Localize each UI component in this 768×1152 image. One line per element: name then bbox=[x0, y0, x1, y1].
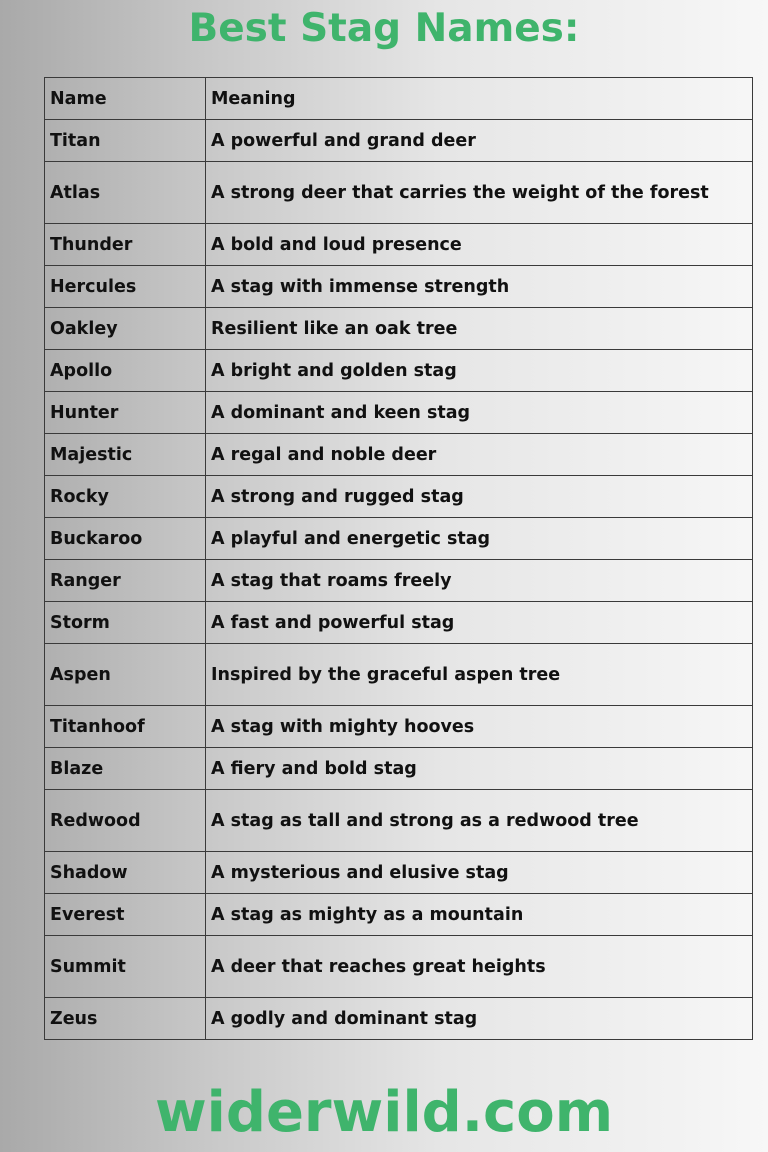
column-header-meaning: Meaning bbox=[206, 78, 753, 120]
cell-name: Titan bbox=[45, 120, 206, 162]
cell-meaning: Resilient like an oak tree bbox=[206, 308, 753, 350]
cell-meaning: A mysterious and elusive stag bbox=[206, 852, 753, 894]
table-row bbox=[45, 162, 753, 224]
table-row bbox=[45, 350, 753, 392]
cell-name: Redwood bbox=[45, 790, 206, 852]
table-row bbox=[45, 266, 753, 308]
cell-name: Oakley bbox=[45, 308, 206, 350]
table-row bbox=[45, 602, 753, 644]
table-row bbox=[45, 392, 753, 434]
table-row bbox=[45, 790, 753, 852]
table-row bbox=[45, 120, 753, 162]
cell-meaning: Inspired by the graceful aspen tree bbox=[206, 644, 753, 706]
table-row bbox=[45, 308, 753, 350]
cell-meaning: A strong and rugged stag bbox=[206, 476, 753, 518]
cell-meaning: A stag with mighty hooves bbox=[206, 706, 753, 748]
table-row bbox=[45, 476, 753, 518]
cell-name: Apollo bbox=[45, 350, 206, 392]
cell-meaning: A godly and dominant stag bbox=[206, 998, 753, 1040]
cell-name: Storm bbox=[45, 602, 206, 644]
table-header-row bbox=[45, 78, 753, 120]
stag-names-table bbox=[44, 77, 753, 1040]
cell-name: Hunter bbox=[45, 392, 206, 434]
table-row bbox=[45, 518, 753, 560]
cell-name: Everest bbox=[45, 894, 206, 936]
page-title: Best Stag Names: bbox=[188, 6, 580, 51]
cell-meaning: A strong deer that carries the weight of the forest bbox=[206, 162, 753, 224]
cell-name: Majestic bbox=[45, 434, 206, 476]
cell-meaning: A powerful and grand deer bbox=[206, 120, 753, 162]
cell-meaning: A stag as mighty as a mountain bbox=[206, 894, 753, 936]
table-row bbox=[45, 224, 753, 266]
cell-meaning: A stag that roams freely bbox=[206, 560, 753, 602]
table-row bbox=[45, 560, 753, 602]
table-row bbox=[45, 894, 753, 936]
column-header-name: Name bbox=[45, 78, 206, 120]
cell-meaning: A regal and noble deer bbox=[206, 434, 753, 476]
cell-meaning: A bright and golden stag bbox=[206, 350, 753, 392]
cell-name: Rocky bbox=[45, 476, 206, 518]
cell-meaning: A deer that reaches great heights bbox=[206, 936, 753, 998]
cell-meaning: A stag with immense strength bbox=[206, 266, 753, 308]
cell-meaning: A bold and loud presence bbox=[206, 224, 753, 266]
cell-meaning: A stag as tall and strong as a redwood tree bbox=[206, 790, 753, 852]
cell-name: Hercules bbox=[45, 266, 206, 308]
table-row bbox=[45, 434, 753, 476]
cell-meaning: A fiery and bold stag bbox=[206, 748, 753, 790]
site-watermark: widerwild.com bbox=[154, 1080, 614, 1145]
table-row bbox=[45, 852, 753, 894]
cell-meaning: A dominant and keen stag bbox=[206, 392, 753, 434]
cell-name: Ranger bbox=[45, 560, 206, 602]
cell-meaning: A fast and powerful stag bbox=[206, 602, 753, 644]
table-row bbox=[45, 748, 753, 790]
table-row bbox=[45, 998, 753, 1040]
cell-name: Atlas bbox=[45, 162, 206, 224]
cell-name: Titanhoof bbox=[45, 706, 206, 748]
table-row bbox=[45, 936, 753, 998]
cell-name: Shadow bbox=[45, 852, 206, 894]
cell-name: Aspen bbox=[45, 644, 206, 706]
table-row bbox=[45, 644, 753, 706]
cell-name: Summit bbox=[45, 936, 206, 998]
cell-name: Thunder bbox=[45, 224, 206, 266]
cell-name: Blaze bbox=[45, 748, 206, 790]
cell-name: Zeus bbox=[45, 998, 206, 1040]
table-row bbox=[45, 706, 753, 748]
cell-name: Buckaroo bbox=[45, 518, 206, 560]
cell-meaning: A playful and energetic stag bbox=[206, 518, 753, 560]
